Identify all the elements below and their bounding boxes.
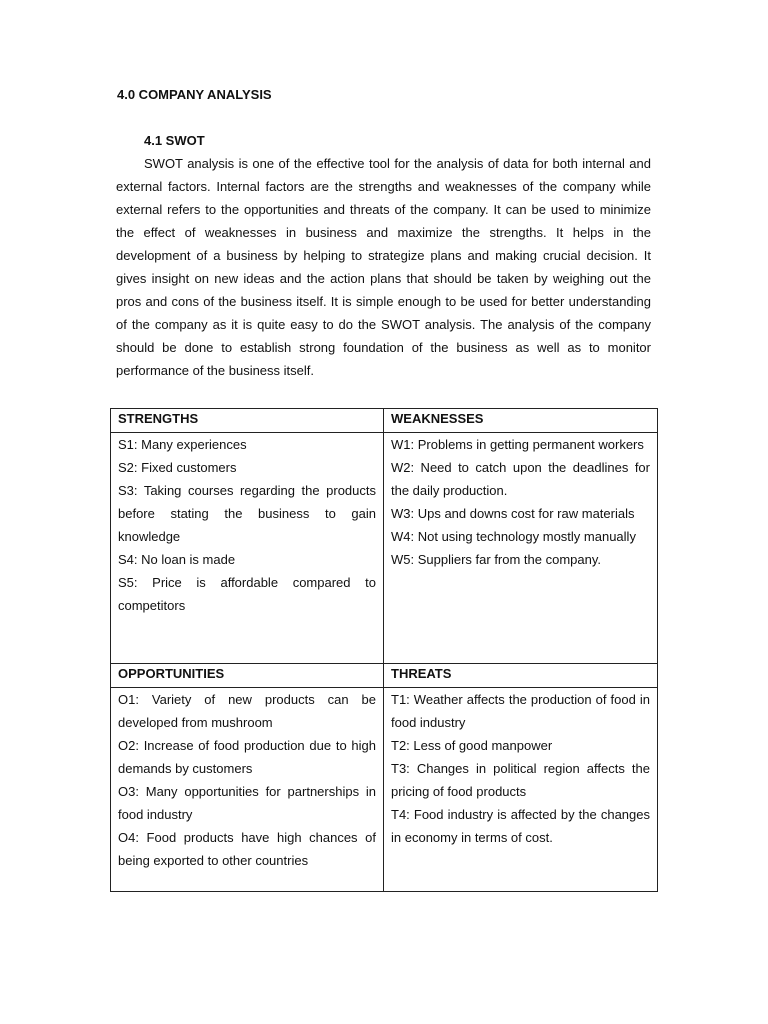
threat-item: T4: Food industry is affected by the changes in economy in terms of cost. [391, 807, 650, 845]
threat-item: T2: Less of good manpower [391, 738, 553, 753]
strengths-cell [111, 433, 384, 664]
strength-item: S2: Fixed customers [118, 460, 237, 475]
threats-header: THREATS [384, 664, 658, 688]
swot-intro-paragraph: SWOT analysis is one of the effective tool for the analysis of data for both internal and external factors. Internal factors are the strengths and weaknesses of the company while external refers to the opportunities and threats of the company. It can be used to minimize the effect of weaknesses in business and maximize the strengths. It helps in the development of a business by helping to strategize plans and making crucial decision. It gives insight on new ideas and the action plans that should be taken by weighing out the pros and cons of the business itself. It is simple enough to be used for better understanding of the company as it is quite easy to do the SWOT analysis. The analysis of the company should be done to establish strong foundation of the business as well as to monitor performance of the business itself. [116, 156, 651, 378]
opportunities-cell [111, 688, 384, 892]
strength-item: S4: No loan is made [118, 552, 236, 567]
strength-item: S1: Many experiences [118, 437, 247, 452]
strengths-header: STRENGTHS [111, 409, 384, 433]
threats-cell [384, 688, 658, 892]
swot-header-row-bottom [111, 664, 658, 688]
swot-header-row-top [111, 409, 658, 433]
swot-body-row-top [111, 433, 658, 664]
swot-table [110, 408, 658, 892]
weakness-item: W4: Not using technology mostly manually [391, 529, 636, 544]
weakness-item: W2: Need to catch upon the deadlines for the daily production. [391, 460, 650, 498]
weakness-item: W3: Ups and downs cost for raw materials [391, 506, 635, 521]
threat-item: T3: Changes in political region affects the pricing of food products [391, 761, 650, 799]
threat-item: T1: Weather affects the production of food in food industry [391, 692, 650, 730]
opportunity-item: O1: Variety of new products can be developed from mushroom [118, 692, 376, 730]
section-heading: 4.0 COMPANY ANALYSIS [117, 87, 272, 102]
strength-item: S3: Taking courses regarding the products before stating the business to gain knowledge [118, 483, 376, 544]
strength-item: S5: Price is affordable compared to competitors [118, 575, 376, 613]
weakness-item: W1: Problems in getting permanent workers [391, 437, 644, 452]
weaknesses-header: WEAKNESSES [384, 409, 658, 433]
weaknesses-cell [384, 433, 658, 664]
subsection-heading: 4.1 SWOT [144, 133, 205, 148]
opportunity-item: O3: Many opportunities for partnerships in food industry [118, 784, 376, 822]
opportunity-item: O4: Food products have high chances of being exported to other countries [118, 830, 376, 868]
weakness-item: W5: Suppliers far from the company. [391, 552, 602, 567]
opportunities-header: OPPORTUNITIES [111, 664, 384, 688]
opportunity-item: O2: Increase of food production due to high demands by customers [118, 738, 376, 776]
swot-body-row-bottom [111, 688, 658, 892]
